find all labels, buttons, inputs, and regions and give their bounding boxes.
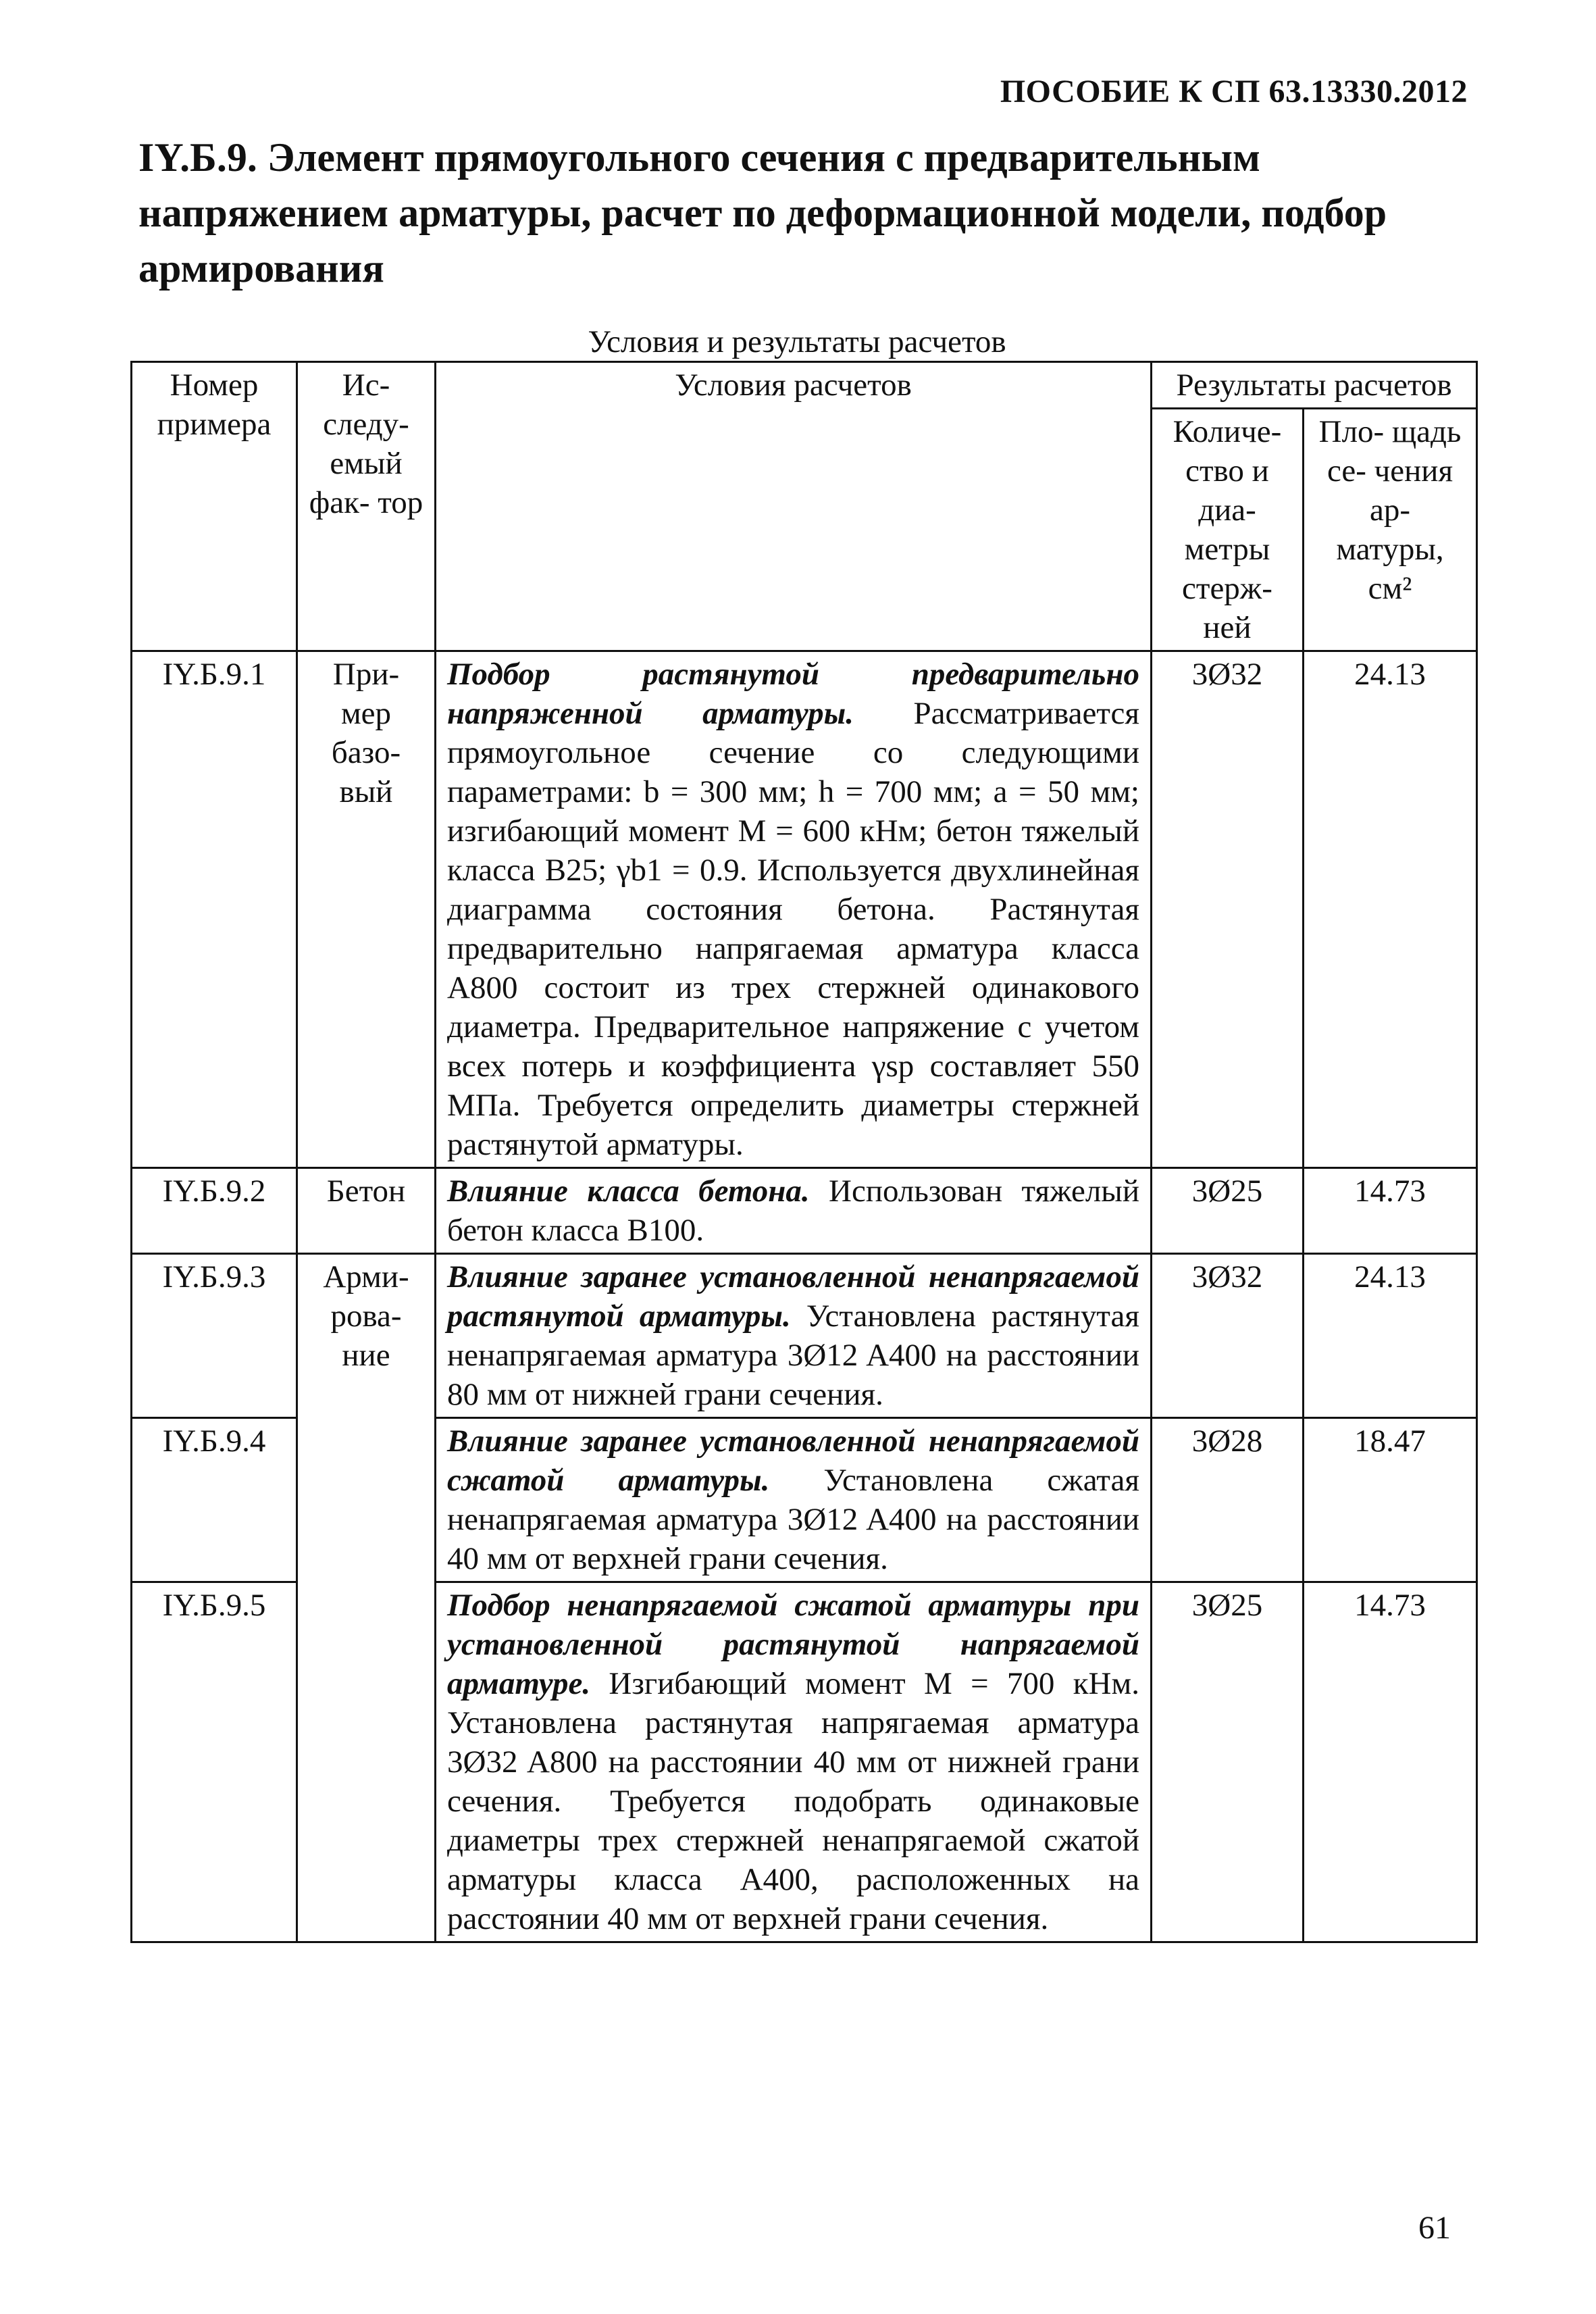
- condition-text: Изгибающий момент M = 700 кНм. Установлена растянутая напрягаемая арматура 3Ø32 A800 на расстоянии 40 мм от нижней грани сечения. Требуется подобрать одинаковые диаметры трех стержней ненапрягаемой сжатой арматуры класса A400, расположенных на расстоянии 40 мм от верхней грани сечения.: [447, 1666, 1139, 1936]
- row-factor: Арми- рова- ние: [297, 1254, 436, 1942]
- row-bars: 3Ø32: [1152, 1254, 1304, 1418]
- condition-heading: Влияние заранее установленной ненапрягаемой сжатой арматуры.: [447, 1424, 1139, 1498]
- row-factor: При- мер базо- вый: [297, 651, 436, 1168]
- condition-heading: Подбор растянутой предварительно напряженной арматуры.: [447, 657, 1139, 731]
- row-conditions: [436, 1582, 1152, 1942]
- header-area: Пло- щадь се- чения ар- матуры, см²: [1304, 409, 1477, 651]
- row-area: 24.13: [1304, 651, 1477, 1168]
- table-row: [132, 1168, 1477, 1254]
- row-bars: 3Ø28: [1152, 1418, 1304, 1582]
- condition-heading: Влияние класса бетона.: [447, 1174, 810, 1209]
- row-number: IY.Б.9.1: [132, 651, 297, 1168]
- condition-text: Использован тяжелый бетон класса B100.: [447, 1174, 1139, 1248]
- calculation-table: [130, 361, 1478, 1943]
- page-number: 61: [1418, 2210, 1451, 2246]
- row-conditions: [436, 1254, 1152, 1418]
- condition-text: Рассматривается прямоугольное сечение со следующими параметрами: b = 300 мм; h = 700 мм; a = 50 мм; изгибающий момент M = 600 кНм; бетон тяжелый класса B25; γb1 = 0.9. Используется двухлинейная диаграмма состояния бетона. Растянутая предварительно напрягаемая арматура класса A800 состоит из трех стержней одинакового диаметра. Предварительное напряжение с учетом всех потерь и коэффициента γsp составляет 550 МПа. Требуется определить диаметры стержней растянутой арматуры.: [447, 696, 1139, 1162]
- row-conditions: [436, 651, 1152, 1168]
- header-factor: Ис- следу- емый фак- тор: [297, 362, 436, 651]
- row-area: 18.47: [1304, 1418, 1477, 1582]
- table-row: [132, 651, 1477, 1168]
- row-factor: Бетон: [297, 1168, 436, 1254]
- row-number: IY.Б.9.3: [132, 1254, 297, 1418]
- row-conditions: [436, 1418, 1152, 1582]
- condition-text: Установлена сжатая ненапрягаемая арматура 3Ø12 A400 на расстоянии 40 мм от верхней грани сечения.: [447, 1463, 1140, 1576]
- header-conditions: Условия расчетов: [436, 362, 1152, 651]
- row-number: IY.Б.9.5: [132, 1582, 297, 1942]
- header-example-no: Номер примера: [132, 362, 297, 651]
- table-row: [132, 1254, 1477, 1418]
- section-title: IY.Б.9. Элемент прямоугольного сечения с предварительным напряжением арматуры, расчет по деформационной модели, подбор армирования: [138, 135, 1387, 291]
- row-bars: 3Ø25: [1152, 1582, 1304, 1942]
- row-area: 14.73: [1304, 1582, 1477, 1942]
- header-results: Результаты расчетов: [1152, 362, 1477, 409]
- row-conditions: [436, 1168, 1152, 1254]
- row-bars: 3Ø25: [1152, 1168, 1304, 1254]
- row-bars: 3Ø32: [1152, 651, 1304, 1168]
- row-number: IY.Б.9.2: [132, 1168, 297, 1254]
- condition-heading: Подбор ненапрягаемой сжатой арматуры при установленной растянутой напрягаемой арматуре.: [447, 1588, 1139, 1701]
- header-bars: Количе- ство и диа- метры стерж- ней: [1152, 409, 1304, 651]
- row-number: IY.Б.9.4: [132, 1418, 297, 1582]
- row-area: 14.73: [1304, 1168, 1477, 1254]
- running-head: ПОСОБИЕ К СП 63.13330.2012: [1000, 74, 1468, 109]
- table-caption: Условия и результаты расчетов: [588, 324, 1006, 359]
- condition-text: Установлена растянутая ненапрягаемая арматура 3Ø12 A400 на расстоянии 80 мм от нижней грани сечения.: [447, 1299, 1139, 1412]
- row-area: 24.13: [1304, 1254, 1477, 1418]
- condition-heading: Влияние заранее установленной ненапрягаемой растянутой арматуры.: [447, 1259, 1139, 1334]
